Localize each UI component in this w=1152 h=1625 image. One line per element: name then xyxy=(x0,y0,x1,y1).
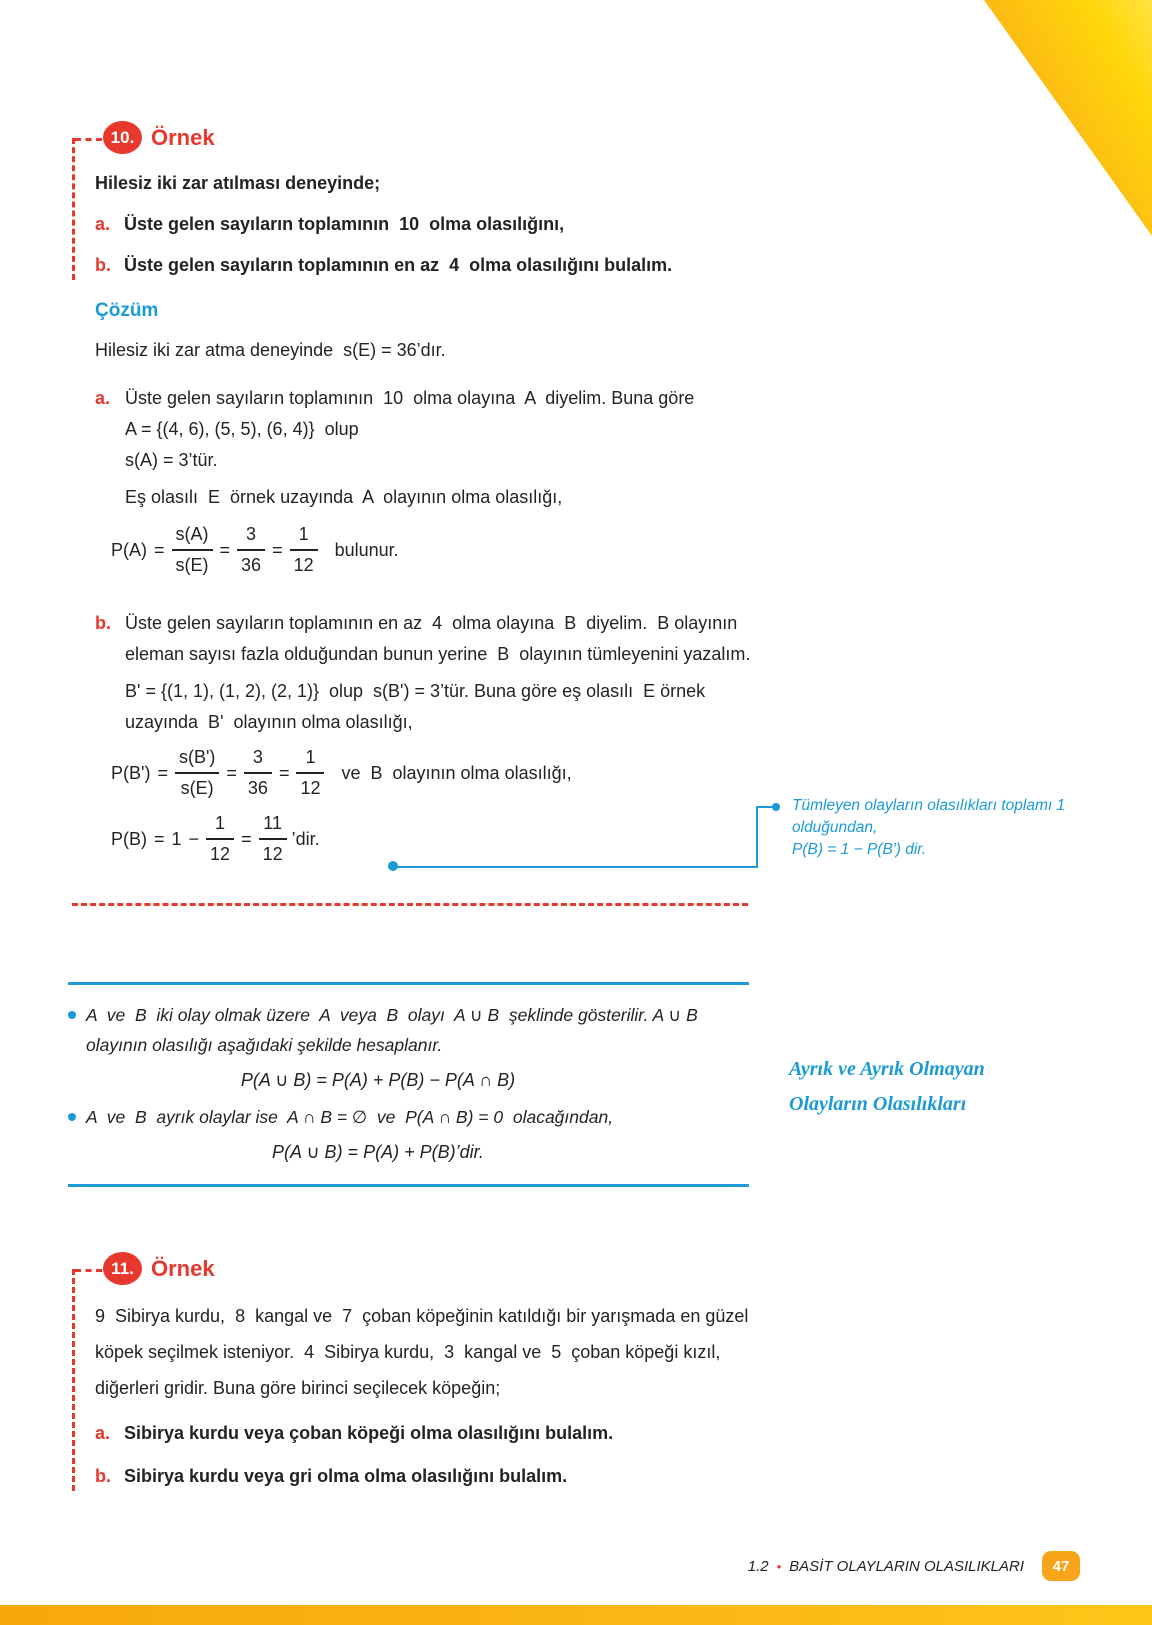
union-formula-general: P(A ∪ B) = P(A) + P(B) − P(A ∩ B) xyxy=(240,1070,516,1090)
part-b-body xyxy=(111,608,760,866)
item-a-text: Üste gelen sayıların toplamının 10 olma olasılığını, xyxy=(124,214,565,234)
dashed-separator xyxy=(72,903,748,906)
item-a-text: Sibirya kurdu veya çoban köpeği olma olasılığını bulalım. xyxy=(124,1423,614,1443)
equals-sign: = xyxy=(157,762,168,783)
fraction-denominator: 12 xyxy=(210,844,231,864)
formula-tail: ve B olayının olma olasılığı, xyxy=(341,762,572,783)
formula-lhs: P(B') xyxy=(111,762,151,783)
number-one: 1 xyxy=(171,828,182,849)
example-10-header xyxy=(103,121,750,154)
infobox-text-2: A ve B ayrık olaylar ise A ∩ B = ∅ ve P(A ∩ B) = 0 olacağından, xyxy=(86,1107,614,1127)
page-number-badge xyxy=(1042,1551,1080,1581)
example-11 xyxy=(72,1252,754,1492)
example-11-item-a xyxy=(95,1418,750,1449)
margin-note-formula: P(B) = 1 − P(B') dir. xyxy=(792,841,927,858)
equals-sign: = xyxy=(154,828,165,849)
formula-lhs: P(B) xyxy=(111,828,147,849)
fraction-numerator: 1 xyxy=(215,813,226,833)
formula-probability-b-complement xyxy=(111,746,760,800)
item-b-label: b. xyxy=(95,1466,111,1486)
margin-note-text: Tümleyen olayların olasılıkları toplamı 1 olduğundan, xyxy=(792,797,1070,836)
connector-dot-formula xyxy=(388,861,398,871)
solution-intro: Hilesiz iki zar atma deneyinde s(E) = 36’dır. xyxy=(95,340,446,360)
example-11-paragraph: 9 Sibirya kurdu, 8 kangal ve 7 çoban köpeğinin katıldığı bir yarışmada en güzel köpek seçilmek isteniyor. 4 Sibirya kurdu, 3 kangal ve 5 çoban köpeği kızıl, diğerleri gridir. Buna göre birinci seçilecek köpeğin; xyxy=(95,1306,754,1398)
fraction-denominator: 12 xyxy=(262,844,283,864)
fraction-numerator: 3 xyxy=(252,747,263,767)
badge-text: 10. xyxy=(110,127,135,147)
example-11-header xyxy=(103,1252,750,1285)
item-a-label: a. xyxy=(95,214,111,234)
example-title: Örnek xyxy=(151,1255,215,1281)
fraction-numerator: 1 xyxy=(305,747,316,767)
fraction-denominator: s(E) xyxy=(180,778,214,798)
solution-heading: Çözüm xyxy=(95,300,159,321)
equals-sign: = xyxy=(154,539,165,560)
part-a-paragraph-2: A = {(4, 6), (5, 5), (6, 4)} olup xyxy=(125,419,359,439)
equals-sign: = xyxy=(219,539,231,560)
part-a-paragraph-3: s(A) = 3’tür. xyxy=(125,450,218,470)
margin-note-line-1: Ayrık ve Ayrık Olmayan xyxy=(789,1058,985,1080)
example-10-item-a xyxy=(95,209,750,240)
equals-sign: = xyxy=(241,828,252,849)
union-probability-infobox xyxy=(68,982,749,1187)
part-a-paragraph-4: Eş olasılı E örnek uzayında A olayının olma olasılığı, xyxy=(125,487,563,507)
item-b-label: b. xyxy=(95,255,111,275)
example-number-badge xyxy=(103,1252,142,1285)
formula-probability-a xyxy=(111,523,760,577)
union-formula-disjoint: P(A ∪ B) = P(A) + P(B)’dir. xyxy=(272,1142,484,1162)
page-footer xyxy=(748,1551,1080,1581)
example-11-item-b xyxy=(95,1461,750,1492)
fraction-denominator: 36 xyxy=(241,555,262,575)
minus-sign: − xyxy=(188,828,200,849)
connector-line-vertical xyxy=(756,806,758,868)
fraction-numerator: 1 xyxy=(298,524,309,544)
corner-decoration xyxy=(984,0,1152,236)
margin-note-disjoint-title xyxy=(789,1052,985,1122)
equals-sign: = xyxy=(272,539,283,560)
item-a-label: a. xyxy=(95,1423,111,1443)
infobox-text-1: A ve B iki olay olmak üzere A veya B olayı A ∪ B şeklinde gösterilir. A ∪ B olayının olasılığı aşağıdaki şekilde hesaplanır. xyxy=(86,1005,708,1055)
infobox-bullet-1 xyxy=(68,1000,749,1060)
item-b-text: Sibirya kurdu veya gri olma olma olasılığını bulalım. xyxy=(124,1466,568,1486)
item-b-text: Üste gelen sayıların toplamının en az 4 olma olasılığını bulalım. xyxy=(124,255,673,275)
fraction xyxy=(259,812,287,866)
fraction-numerator: s(B') xyxy=(178,747,216,767)
footer-chapter-title: BASİT OLAYLARIN OLASILIKLARI xyxy=(789,1557,1024,1575)
example-number-badge xyxy=(103,121,142,154)
fraction-denominator: 12 xyxy=(293,555,314,575)
fraction xyxy=(237,523,265,577)
part-b-paragraph-1: Üste gelen sayıların toplamının en az 4 olma olayına B diyelim. B olayının eleman sayısı fazla olduğundan bunun yerine B olayının tümleyenini yazalım. xyxy=(125,613,751,664)
bullet-icon xyxy=(68,1011,76,1019)
example-title: Örnek xyxy=(151,124,215,150)
margin-note-line-2: Olayların Olasılıkları xyxy=(789,1093,967,1115)
formula-lhs: P(A) xyxy=(111,539,147,560)
fraction-numerator: 11 xyxy=(263,813,282,833)
fraction xyxy=(296,746,324,800)
connector-line-horizontal-short xyxy=(757,806,774,808)
fraction-denominator: 12 xyxy=(300,778,321,798)
part-a-label: a. xyxy=(95,388,111,408)
dashed-border-top xyxy=(75,1269,102,1272)
fraction xyxy=(172,523,213,577)
example-10 xyxy=(72,121,750,281)
part-b-paragraph-2: B' = {(1, 1), (1, 2), (2, 1)} olup s(B') = 3’tür. Buna göre eş olasılı E örnek uzayında B' olayının olma olasılığı, xyxy=(125,681,711,732)
fraction-numerator: 3 xyxy=(246,524,257,544)
dashed-border-top xyxy=(75,138,102,141)
formula-tail: ’dir. xyxy=(291,828,320,849)
fraction xyxy=(290,523,318,577)
bottom-bar xyxy=(0,1605,1152,1625)
fraction-denominator: 36 xyxy=(247,778,268,798)
example-10-item-b xyxy=(95,250,750,281)
dashed-border-vertical xyxy=(72,138,75,280)
equals-sign: = xyxy=(278,762,290,783)
fraction xyxy=(175,746,219,800)
footer-section-number: 1.2 xyxy=(747,1557,769,1575)
solution-part-b xyxy=(95,608,760,866)
fraction-numerator: s(A) xyxy=(175,524,209,544)
formula-probability-b xyxy=(111,812,760,866)
connector-line-horizontal-long xyxy=(397,866,757,868)
fraction xyxy=(206,812,234,866)
formula-tail: bulunur. xyxy=(334,539,399,560)
part-b-label: b. xyxy=(95,613,111,633)
fraction xyxy=(244,746,272,800)
equals-sign: = xyxy=(226,762,237,783)
fraction-denominator: s(E) xyxy=(175,555,209,575)
example-10-intro: Hilesiz iki zar atılması deneyinde; xyxy=(95,173,381,193)
badge-text: 11. xyxy=(111,1258,134,1278)
infobox-bullet-2 xyxy=(68,1102,749,1132)
margin-note-complement xyxy=(792,795,1092,861)
solution-part-a xyxy=(95,383,760,577)
part-a-body xyxy=(111,383,760,577)
dashed-border-vertical xyxy=(72,1269,75,1491)
page-number: 47 xyxy=(1052,1557,1070,1575)
bullet-icon xyxy=(68,1113,76,1121)
solution-section xyxy=(95,300,755,366)
footer-bullet-icon: • xyxy=(776,1558,782,1574)
part-a-paragraph-1: Üste gelen sayıların toplamının 10 olma olayına A diyelim. Buna göre xyxy=(125,388,695,408)
